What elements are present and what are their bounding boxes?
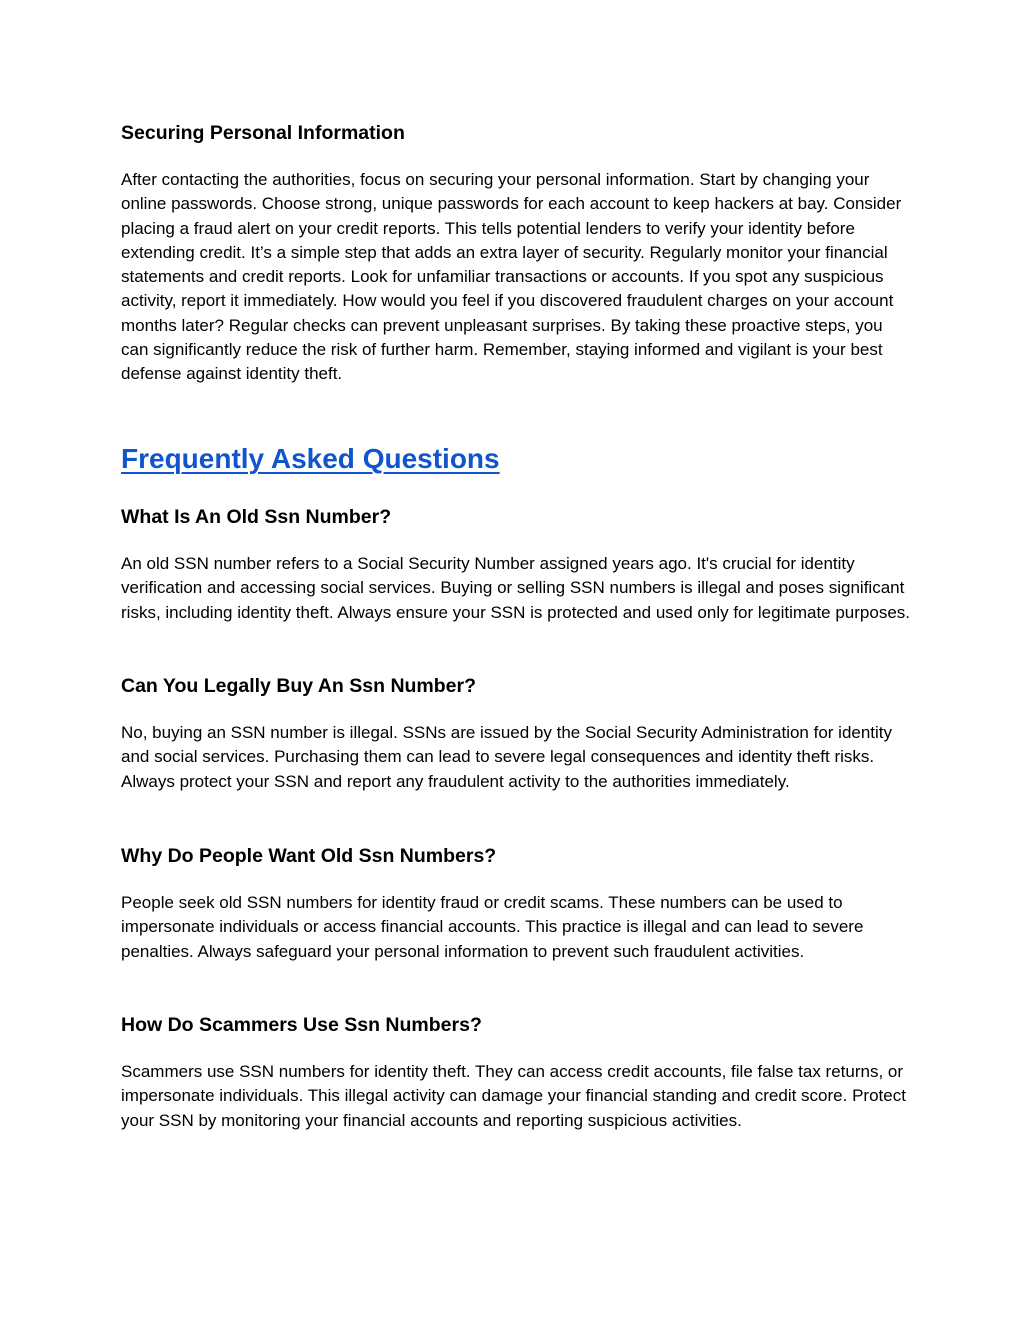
faq-answer: People seek old SSN numbers for identity fraud or credit scams. These numbers can be used to impersonate individuals or access financial accounts. This practice is illegal and can lead to severe penalties. Always safeguard your personal information to prevent such fraudulent activities. (121, 893, 864, 961)
faq-question: Why Do People Want Old Ssn Numbers? (121, 845, 497, 867)
faq-answer: No, buying an SSN number is illegal. SSNs are issued by the Social Security Administration for identity and social services. Purchasing them can lead to severe legal consequences and identity theft risks. Always protect your SSN and report any fraudulent activity to the authorities immediately. (121, 723, 893, 791)
section-paragraph: After contacting the authorities, focus on securing your personal information. Start by changing your online passwords. Choose strong, unique passwords for each account to keep hackers at bay. Consider placing a fraud alert on your credit reports. This tells potential lenders to verify your identity before extending credit. It’s a simple step that adds an extra layer of security. Regularly monitor your financial statements and credit reports. Look for unfamiliar transactions or accounts. If you spot any suspicious activity, report it immediately. How would you feel if you discovered fraudulent charges on your account months later? Regular checks can prevent unpleasant surprises. By taking these proactive steps, you can significantly reduce the risk of further harm. Remember, staying informed and vigilant is your best defense against identity theft. (121, 170, 902, 384)
section-heading: Securing Personal Information (121, 122, 405, 144)
faq-question: What Is An Old Ssn Number? (121, 506, 392, 528)
faq-answer: Scammers use SSN numbers for identity theft. They can access credit accounts, file false tax returns, or impersonate individuals. This illegal activity can damage your financial standing and credit score. Protect your SSN by monitoring your financial accounts and reporting suspicious activities. (121, 1062, 906, 1130)
faq-question: How Do Scammers Use Ssn Numbers? (121, 1014, 482, 1036)
faq-title-link[interactable]: Frequently Asked Questions (121, 443, 500, 474)
faq-question: Can You Legally Buy An Ssn Number? (121, 675, 477, 697)
faq-answer: An old SSN number refers to a Social Security Number assigned years ago. It's crucial for identity verification and accessing social services. Buying or selling SSN numbers is illegal and poses significant risks, including identity theft. Always ensure your SSN is protected and used only for legitimate purposes. (121, 554, 911, 622)
